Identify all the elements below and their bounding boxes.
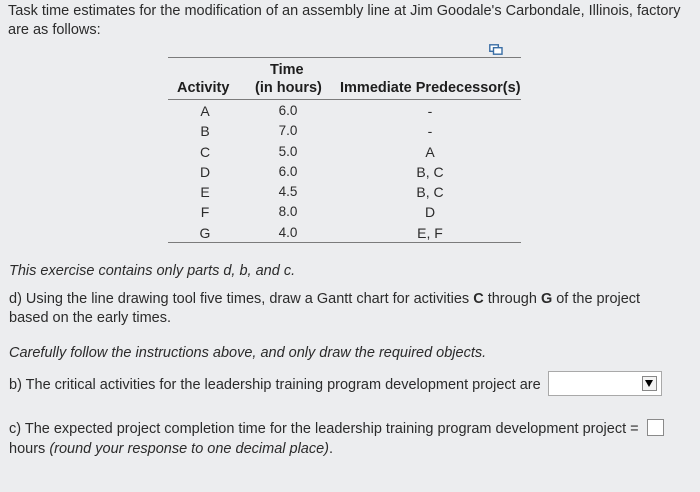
critical-activities-dropdown[interactable] [548,371,662,396]
table-cell-predecessor: A [425,143,435,160]
part-c-hours: hours [9,441,50,457]
completion-time-input[interactable] [647,419,664,436]
table-cell-activity: A [200,103,210,119]
table-cell-predecessor: D [424,204,436,221]
intro-text: Task time estimates for the modification of an assembly line at Jim Goodale's Carbondale, Illinois, factory are as follows: [8,3,681,38]
table-cell-time: 7.0 [278,123,298,139]
table-cell-activity: C [199,143,211,160]
table-cell-activity: D [199,163,211,180]
part-c-period: . [329,441,334,457]
part-c-line1: c) The expected project completion time for the leadership training program development project = [9,421,639,437]
table-cell-time: 4.5 [278,184,298,200]
part-d-suffix: of the project [552,291,641,307]
part-c-line2 [9,440,333,459]
table-cell-activity: B [200,123,210,140]
table-cell-time: 8.0 [278,204,298,220]
table-top-rule [168,57,521,58]
table-cell-time: 6.0 [278,163,298,179]
header-time-line2: (in hours) [255,80,322,96]
part-d-line1 [9,290,640,309]
part-d-bold-c: C [473,291,484,307]
time-column [268,101,308,243]
part-d-line2: based on the early times. [9,310,172,326]
table-cell-predecessor: B, C [416,184,444,201]
table-cell-predecessor: - [427,123,433,140]
table-bottom-rule [168,242,521,243]
table-cell-predecessor: E, F [417,224,443,241]
header-activity: Activity [177,80,230,96]
activity-column [185,101,225,243]
table-cell-activity: F [200,204,210,221]
part-d-prefix: d) Using the line drawing tool five times, draw a Gantt chart for activities [9,291,474,307]
header-time-line1: Time [270,62,304,78]
header-predecessor: Immediate Predecessor(s) [340,80,521,96]
table-cell-predecessor: - [427,103,433,119]
table-cell-predecessor: B, C [416,163,444,180]
parts-note: This exercise contains only parts d, b, and c. [9,263,296,279]
table-cell-activity: E [200,184,210,201]
part-d-bold-g: G [540,291,553,307]
part-b-text: b) The critical activities for the leadership training program development project are [9,377,541,393]
table-cell-time: 6.0 [278,103,298,118]
table-cell-activity: G [199,224,211,241]
header-rule [168,99,521,100]
dropdown-arrow-icon[interactable] [642,376,657,391]
table-cell-time: 4.0 [278,224,298,240]
copy-icon[interactable] [489,44,503,55]
table-cell-time: 5.0 [278,143,298,159]
predecessor-column [395,101,465,243]
part-c-rounding-note: (round your response to one decimal place) [49,441,329,457]
part-d-mid: through [483,291,541,307]
instruction-text: Carefully follow the instructions above, and only draw the required objects. [9,345,487,361]
